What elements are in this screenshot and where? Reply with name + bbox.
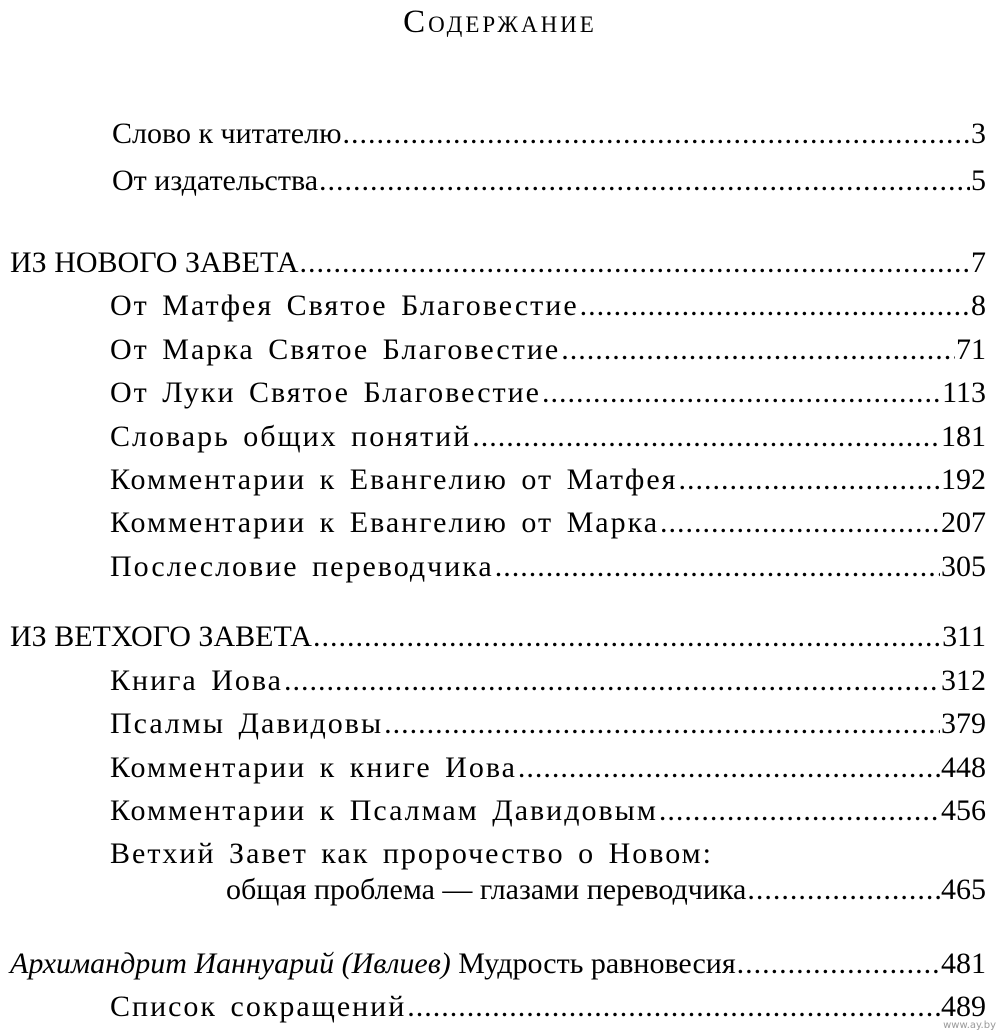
toc-entry-label: Книга Иова [110,664,283,697]
toc-entry-mark [110,330,986,370]
toc-entry-label: Список сокращений [110,990,407,1023]
leader-dots [313,617,941,657]
toc-entry-translator-afterword [110,547,986,587]
toc-entry-commentary-matthew [110,460,986,500]
toc-entry-commentary-psalms [110,791,986,831]
toc-entry-label-wrap [10,944,736,984]
toc-entry-glossary [110,417,986,457]
toc-entry-page: 465 [941,873,986,906]
toc-entry-page: 456 [941,794,986,827]
toc-section-label: ИЗ НОВОГО ЗАВЕТА [10,246,299,279]
leader-dots [747,870,940,910]
toc-entry-label: Комментарии к книге Иова [110,751,517,784]
toc-entry-page: 5 [971,164,986,197]
toc-entry-page: 305 [941,550,986,583]
toc-entry-prophecy-line1: Ветхий Завет как пророчество о Новом: [110,837,714,870]
toc-entry-page: 8 [971,289,986,322]
toc-entry-page: 71 [956,333,986,366]
toc-entry-abbreviations [110,987,986,1027]
leader-dots [659,791,940,831]
toc-entry-label: Словарь общих понятий [110,420,472,453]
toc-entry-prophecy [226,870,986,910]
toc-entry-page: 481 [941,947,986,980]
toc-entry-page: 379 [941,707,986,740]
toc-entry-page: 311 [942,620,986,653]
toc-entry-job [110,661,986,701]
toc-entry-label: Мудрость равновесия [458,947,736,980]
leader-dots [580,286,970,326]
toc-entry-matthew [110,286,986,326]
toc-entry-label: Комментарии к Псалмам Давидовым [110,794,658,827]
toc-entry-label: Псалмы Давидовы [110,707,384,740]
toc-entry-commentary-mark [110,503,986,543]
leader-dots [518,748,940,788]
toc-entry-psalms [110,704,986,744]
toc-entry-wisdom-of-balance [10,944,986,984]
leader-dots [284,661,940,701]
leader-dots [678,460,940,500]
toc-entry-author: Архимандрит Ианнуарий (Ивлиев) [10,947,451,980]
toc-entry-label: От издательства [112,164,319,197]
leader-dots [495,547,940,587]
toc-entry-page: 7 [971,246,986,279]
toc-section-label: ИЗ ВЕТХОГО ЗАВЕТА [10,620,312,653]
leader-dots [407,987,940,1027]
leader-dots [384,704,940,744]
toc-entry-page: 113 [942,376,986,409]
toc-entry-label: общая проблема — глазами переводчика [226,873,747,906]
toc-entry-word-to-reader [112,114,986,154]
page-title: Содержание [403,4,597,40]
toc-entry-page: 448 [941,751,986,784]
toc-section-old-testament [10,617,986,657]
toc-entry-label: Комментарии к Евангелию от Марка [110,506,660,539]
toc-entry-from-publisher [112,161,986,201]
toc-entry-page: 489 [941,990,986,1023]
toc-entry-page: 312 [941,664,986,697]
toc-entry-page: 181 [941,420,986,453]
toc-entry-commentary-job [110,748,986,788]
toc-entry-page: 207 [941,506,986,539]
toc-entry-label: От Матфея Святое Благовестие [110,289,579,322]
toc-entry-label: Комментарии к Евангелию от Матфея [110,463,678,496]
toc-entry-label: Слово к читателю [112,117,342,150]
leader-dots [300,243,971,283]
leader-dots [342,114,970,154]
toc-entry-page: 192 [941,463,986,496]
leader-dots [319,161,970,201]
leader-dots [737,944,940,984]
toc-entry-label: От Марка Святое Благовестие [110,333,561,366]
leader-dots [660,503,940,543]
watermark: www.ay.by [943,1020,996,1031]
leader-dots [542,373,941,413]
toc-section-new-testament [10,243,986,283]
toc-entry-page: 3 [971,117,986,150]
toc-entry-luke [110,373,986,413]
toc-entry-label: Послесловие переводчика [110,550,494,583]
toc-entry-label: От Луки Святое Благовестие [110,376,542,409]
leader-dots [561,330,955,370]
leader-dots [472,417,940,457]
